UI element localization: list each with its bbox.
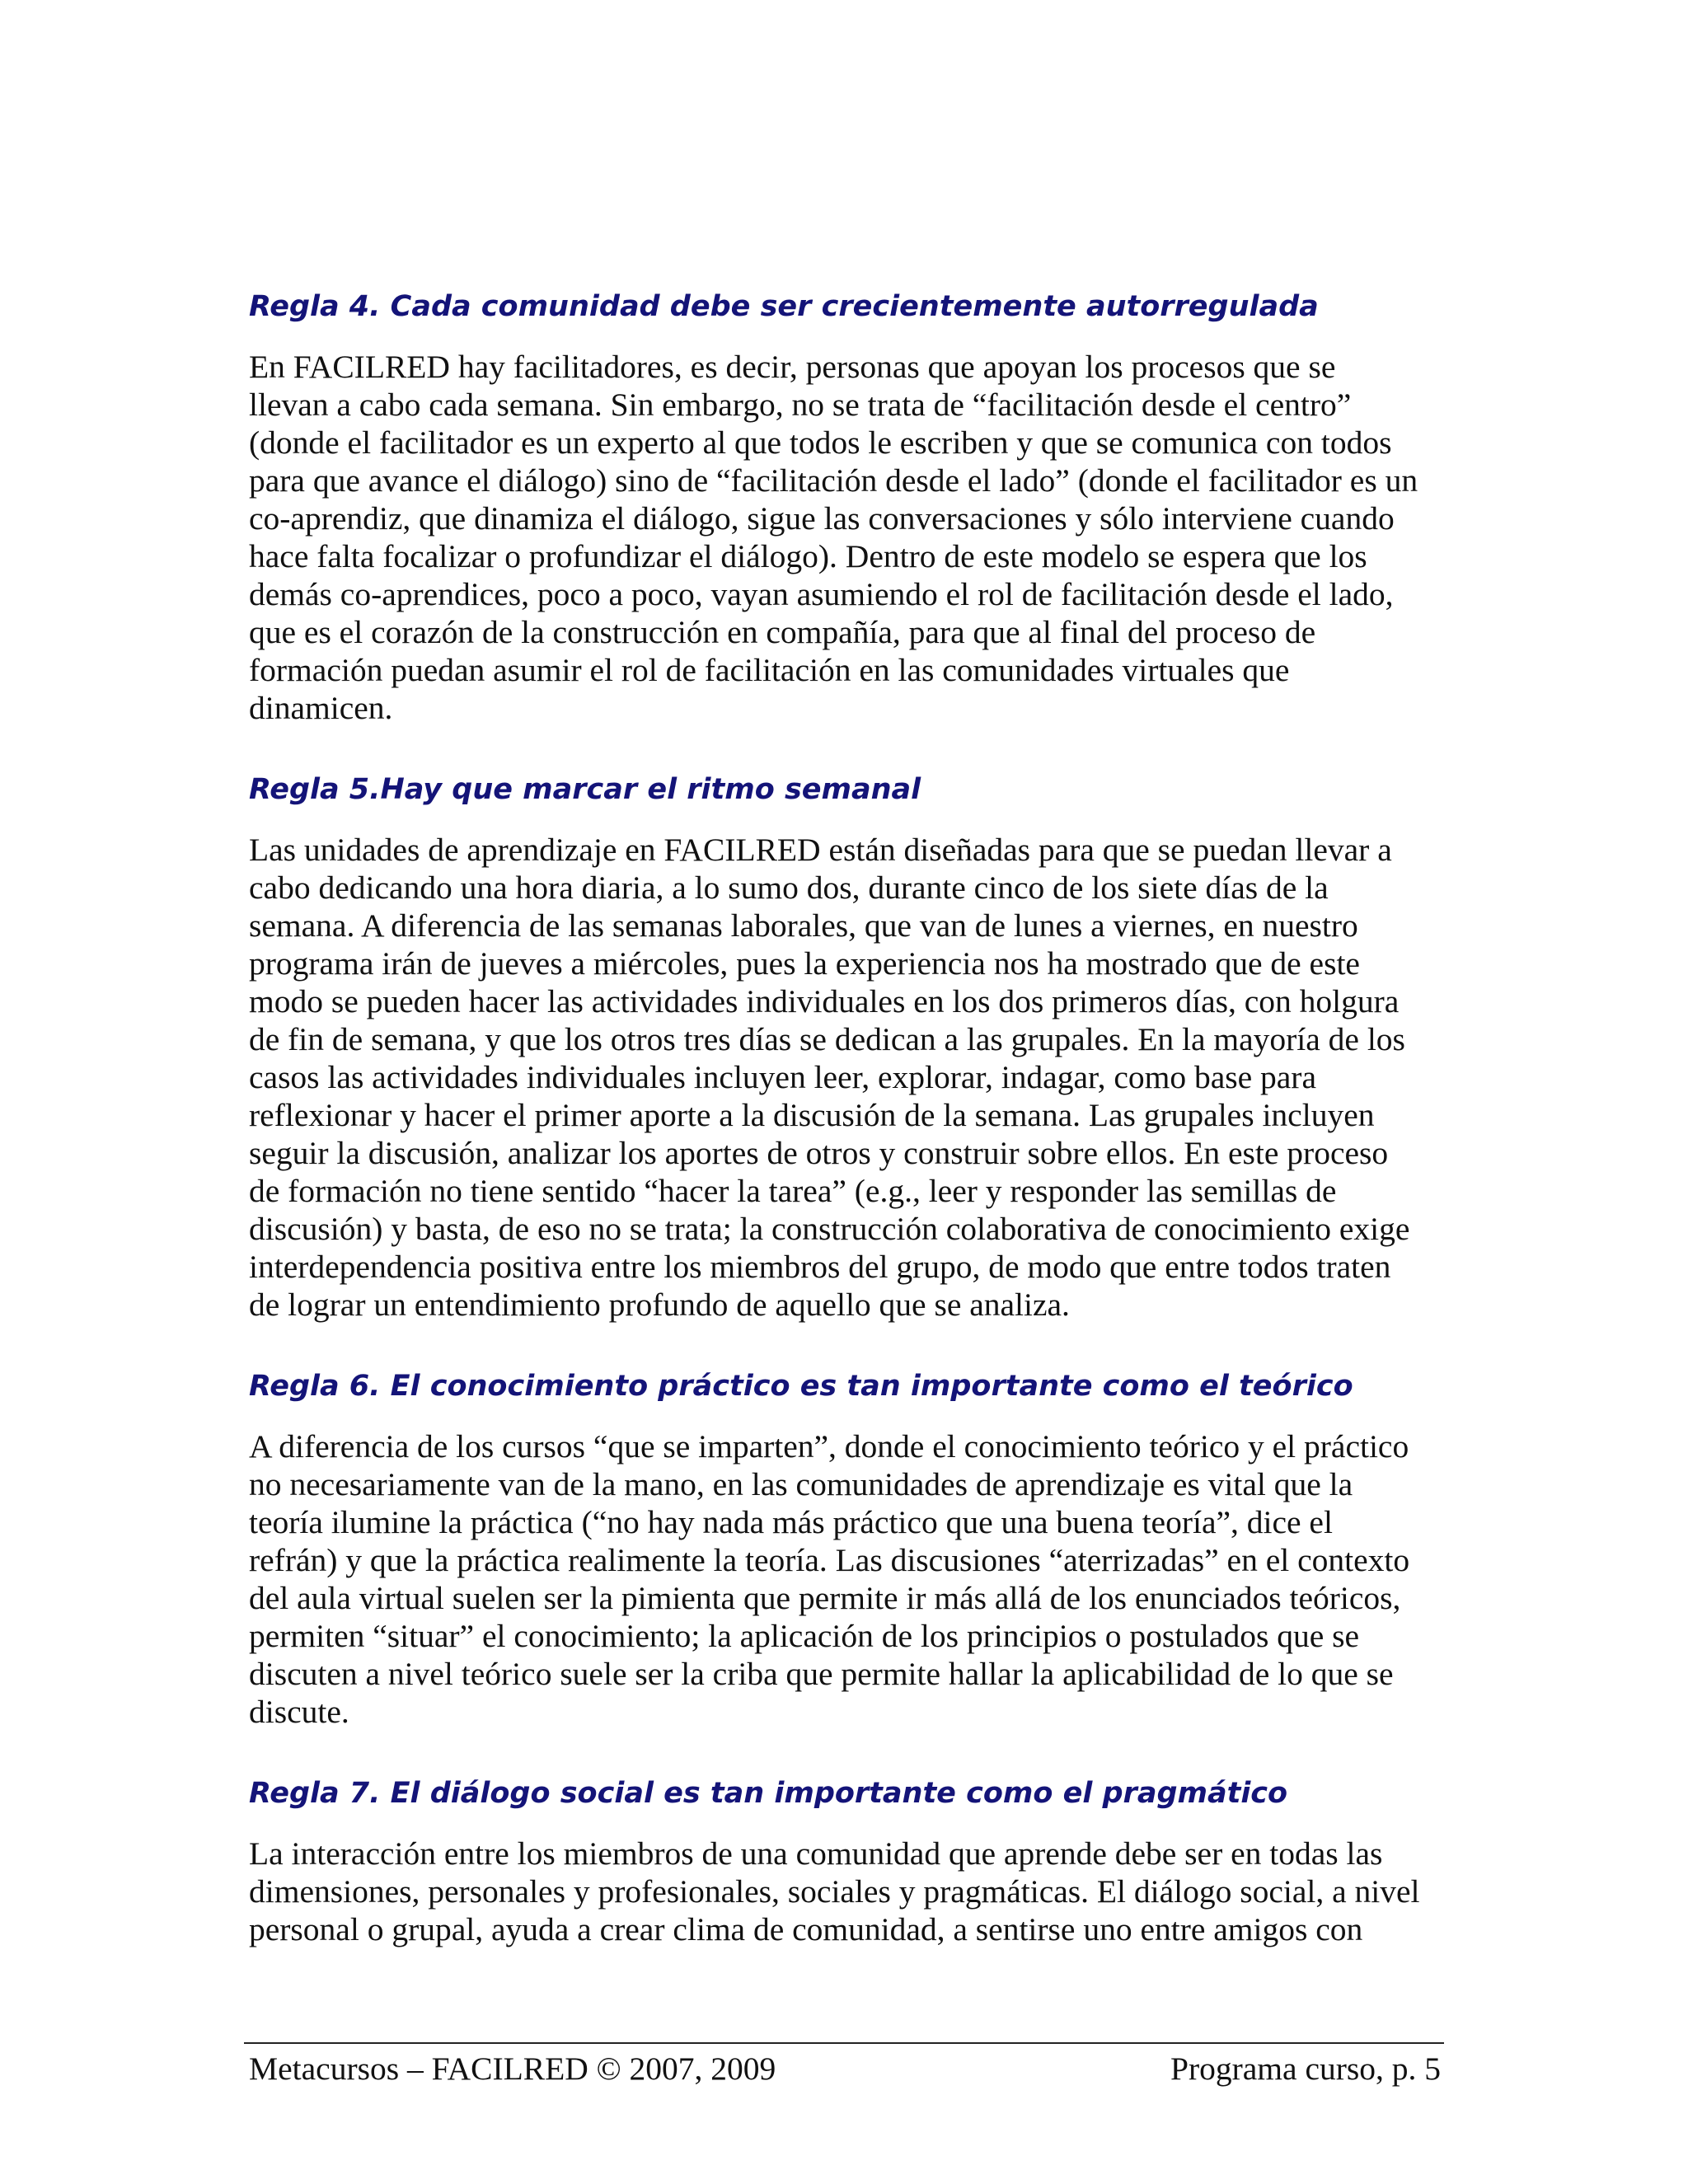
text-line: (donde el facilitador es un experto al que todos le escriben y que se comunica con todos: [249, 424, 1392, 461]
text-line: A diferencia de los cursos “que se imparten”, donde el conocimiento teórico y el práctico: [249, 1428, 1409, 1465]
text-line: llevan a cabo cada semana. Sin embargo, no se trata de “facilitación desde el centro”: [249, 387, 1352, 423]
page-footer: [244, 2042, 1444, 2088]
text-line: no necesariamente van de la mano, en las comunidades de aprendizaje es vital que la: [249, 1466, 1353, 1502]
text-line: formación puedan asumir el rol de facilitación en las comunidades virtuales que: [249, 652, 1290, 688]
text-line: modo se pueden hacer las actividades individuales en los dos primeros días, con holgura: [249, 983, 1400, 1019]
text-line: de fin de semana, y que los otros tres días se dedican a las grupales. En la mayoría de los: [249, 1021, 1405, 1057]
rule-6-section: [249, 1366, 1442, 1731]
text-line: cabo dedicando una hora diaria, a lo sumo dos, durante cinco de los siete días de la: [249, 869, 1329, 906]
rule-5-paragraph: [249, 831, 1442, 1324]
text-line: interdependencia positiva entre los miembros del grupo, de modo que entre todos traten: [249, 1249, 1391, 1285]
text-line: casos las actividades individuales incluyen leer, explorar, indagar, como base para: [249, 1059, 1316, 1095]
page-content: [249, 287, 1442, 1991]
footer-row: [244, 2044, 1444, 2088]
footer-left-text: Metacursos – FACILRED © 2007, 2009: [249, 2050, 776, 2087]
text-line: dinamicen.: [249, 690, 393, 726]
text-line: del aula virtual suelen ser la pimienta que permite ir más allá de los enunciados teóricos,: [249, 1580, 1401, 1616]
text-line: reflexionar y hacer el primer aporte a la discusión de la semana. Las grupales incluyen: [249, 1097, 1375, 1133]
text-line: teoría ilumine la práctica (“no hay nada más práctico que una buena teoría”, dice el: [249, 1504, 1333, 1540]
text-line: En FACILRED hay facilitadores, es decir, personas que apoyan los procesos que se: [249, 349, 1336, 385]
text-line: programa irán de jueves a miércoles, pues la experiencia nos ha mostrado que de este: [249, 945, 1360, 982]
rule-4-heading: Regla 4. Cada comunidad debe ser crecientemente autorregulada: [249, 290, 1319, 323]
rule-6-heading: Regla 6. El conocimiento práctico es tan importante como el teórico: [249, 1370, 1353, 1403]
text-line: de formación no tiene sentido “hacer la tarea” (e.g., leer y responder las semillas de: [249, 1173, 1337, 1209]
text-line: co-aprendiz, que dinamiza el diálogo, sigue las conversaciones y sólo interviene cuando: [249, 500, 1395, 537]
rule-6-paragraph: [249, 1427, 1442, 1731]
text-line: refrán) y que la práctica realimente la teoría. Las discusiones “aterrizadas” en el contexto: [249, 1542, 1410, 1578]
rule-4-paragraph: [249, 348, 1442, 727]
text-line: para que avance el diálogo) sino de “facilitación desde el lado” (donde el facilitador es un: [249, 462, 1418, 499]
text-line: permiten “situar” el conocimiento; la aplicación de los principios o postulados que se: [249, 1618, 1360, 1654]
rule-7-heading: Regla 7. El diálogo social es tan importante como el pragmático: [249, 1777, 1288, 1810]
rule-7-paragraph: [249, 1835, 1442, 1948]
rule-7-section: [249, 1774, 1442, 1948]
text-line: semana. A diferencia de las semanas laborales, que van de lunes a viernes, en nuestro: [249, 907, 1358, 944]
text-line: demás co-aprendices, poco a poco, vayan asumiendo el rol de facilitación desde el lado,: [249, 576, 1394, 612]
text-line: La interacción entre los miembros de una comunidad que aprende debe ser en todas las: [249, 1835, 1383, 1872]
text-line: seguir la discusión, analizar los aportes de otros y construir sobre ellos. En este proceso: [249, 1135, 1389, 1171]
text-line: Las unidades de aprendizaje en FACILRED están diseñadas para que se puedan llevar a: [249, 832, 1392, 868]
text-line: de lograr un entendimiento profundo de aquello que se analiza.: [249, 1286, 1070, 1323]
rule-4-section: [249, 287, 1442, 727]
text-line: que es el corazón de la construcción en compañía, para que al final del proceso de: [249, 614, 1316, 650]
text-line: personal o grupal, ayuda a crear clima de comunidad, a sentirse uno entre amigos con: [249, 1911, 1363, 1947]
text-line: discuten a nivel teórico suele ser la criba que permite hallar la aplicabilidad de lo que se: [249, 1656, 1394, 1692]
text-line: discusión) y basta, de eso no se trata; la construcción colaborativa de conocimiento exige: [249, 1211, 1410, 1247]
rule-5-section: [249, 770, 1442, 1324]
rule-5-heading: Regla 5.Hay que marcar el ritmo semanal: [249, 773, 921, 806]
footer-page-number: Programa curso, p. 5: [1170, 2050, 1441, 2087]
text-line: discute.: [249, 1694, 349, 1730]
text-line: hace falta focalizar o profundizar el diálogo). Dentro de este modelo se espera que los: [249, 538, 1367, 574]
text-line: dimensiones, personales y profesionales, sociales y pragmáticas. El diálogo social, a nivel: [249, 1873, 1420, 1910]
